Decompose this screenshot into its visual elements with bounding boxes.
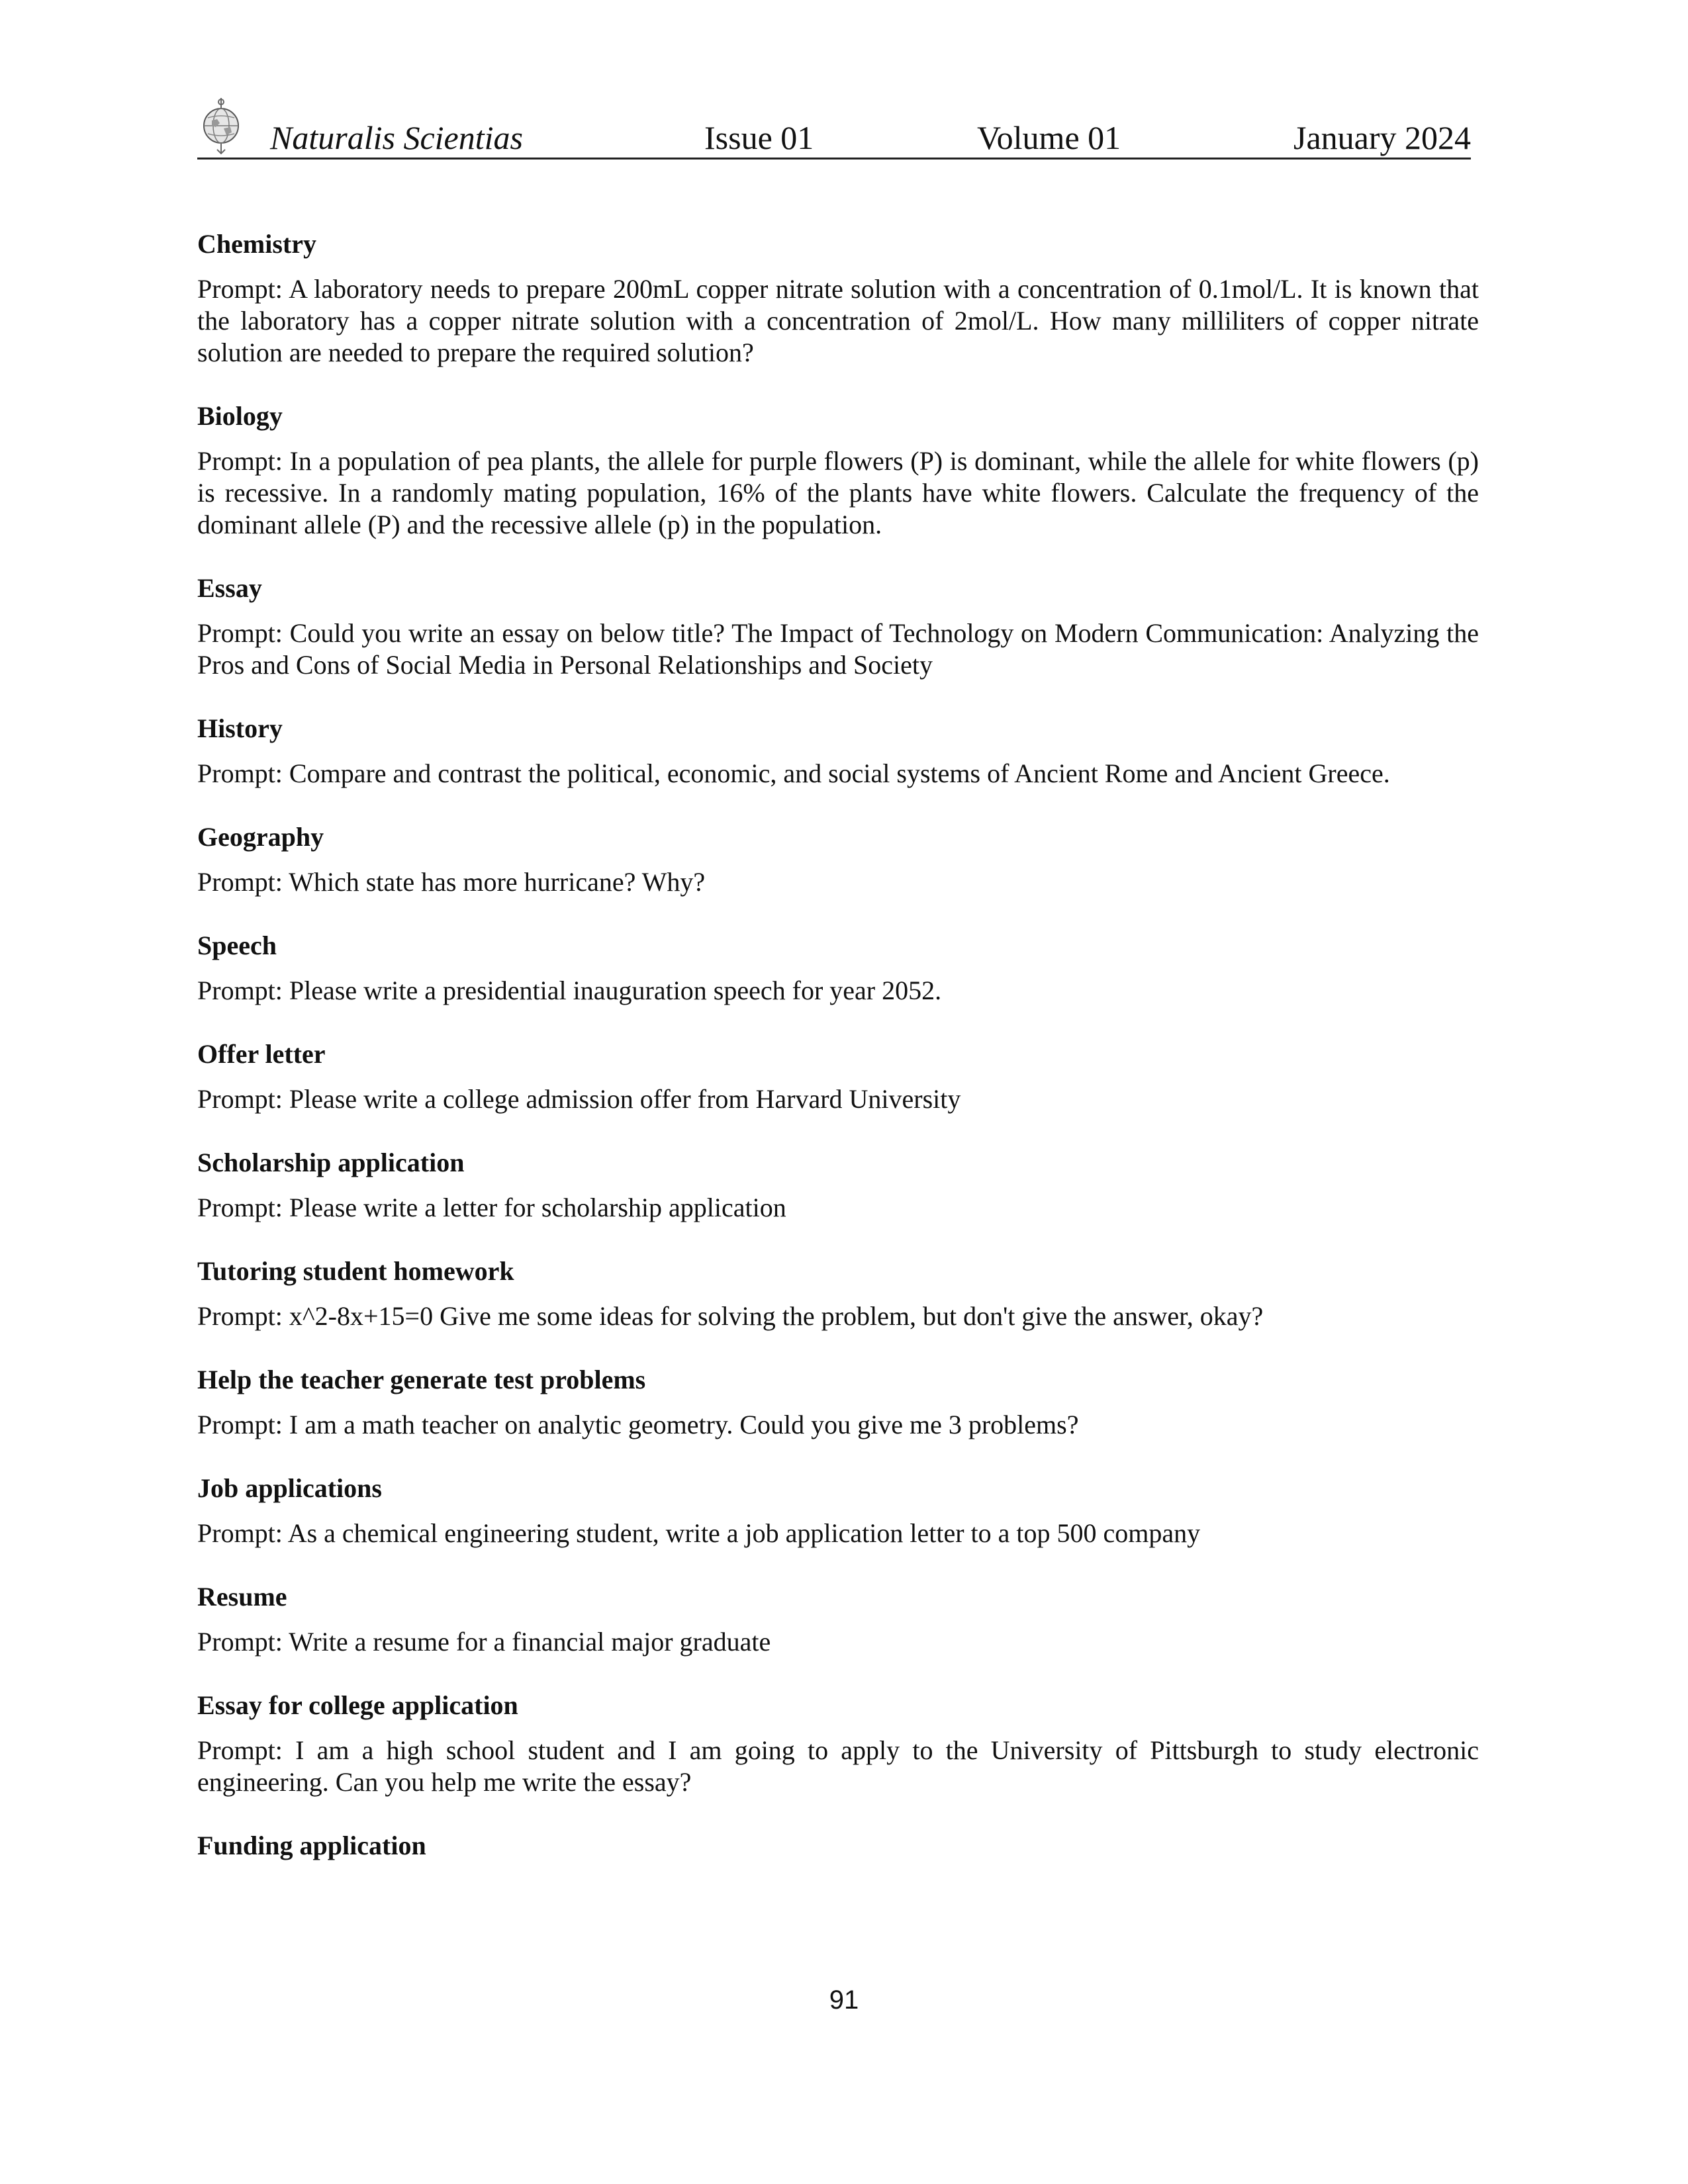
- section-title: History: [197, 713, 283, 743]
- section-speech: [197, 930, 1479, 1007]
- section-history: [197, 713, 1479, 790]
- section-chemistry: [197, 228, 1479, 369]
- section-prompt: Prompt: I am a math teacher on analytic geometry. Could you give me 3 problems?: [197, 1410, 1079, 1439]
- section-prompt: Prompt: Could you write an essay on below title? The Impact of Technology on Modern Communication: Analyzing the Pros and Cons of Social Media in Personal Relationships and Society: [197, 618, 1479, 680]
- section-title: Scholarship application: [197, 1148, 465, 1177]
- section-prompt: Prompt: In a population of pea plants, the allele for purple flowers (P) is dominant, while the allele for white flowers (p) is recessive. In a randomly mating population, 16% of the plants have white flowers. Calculate the frequency of the dominant allele (P) and the recessive allele (p) in the population.: [197, 446, 1479, 539]
- section-tutoring-homework: [197, 1255, 1479, 1332]
- page-number: 91: [829, 1985, 859, 2015]
- section-prompt: Prompt: x^2-8x+15=0 Give me some ideas for solving the problem, but don't give the answer, okay?: [197, 1301, 1264, 1331]
- section-prompt: Prompt: Please write a college admission offer from Harvard University: [197, 1084, 961, 1114]
- section-title: Job applications: [197, 1473, 382, 1503]
- section-essay: [197, 572, 1479, 681]
- section-title: Chemistry: [197, 229, 316, 259]
- section-title: Essay for college application: [197, 1690, 518, 1720]
- section-job-applications: [197, 1473, 1479, 1549]
- section-offer-letter: [197, 1038, 1479, 1115]
- section-title: Speech: [197, 931, 277, 960]
- section-prompt: Prompt: Please write a letter for scholarship application: [197, 1193, 786, 1222]
- section-prompt: Prompt: I am a high school student and I am going to apply to the University of Pittsburgh to study electronic engineering. Can you help me write the essay?: [197, 1735, 1479, 1797]
- section-resume: [197, 1581, 1479, 1658]
- section-geography: [197, 821, 1479, 898]
- section-biology: [197, 400, 1479, 541]
- issue-label: Issue 01: [704, 119, 814, 156]
- section-title: Tutoring student homework: [197, 1256, 514, 1286]
- section-title: Offer letter: [197, 1039, 326, 1069]
- section-prompt: Prompt: Compare and contrast the political, economic, and social systems of Ancient Rome and Ancient Greece.: [197, 758, 1390, 788]
- section-title: Essay: [197, 573, 262, 603]
- section-title: Funding application: [197, 1831, 426, 1860]
- section-prompt: Prompt: As a chemical engineering student, write a job application letter to a top 500 company: [197, 1518, 1201, 1548]
- section-prompt: Prompt: Please write a presidential inauguration speech for year 2052.: [197, 976, 942, 1005]
- section-college-essay: [197, 1690, 1479, 1798]
- page-content: [197, 228, 1479, 1875]
- volume-label: Volume 01: [977, 119, 1121, 156]
- section-title: Biology: [197, 401, 283, 431]
- section-prompt: Prompt: Write a resume for a financial major graduate: [197, 1627, 771, 1657]
- section-scholarship-application: [197, 1147, 1479, 1224]
- section-title: Geography: [197, 822, 324, 852]
- globe-logo-icon: [197, 97, 245, 155]
- publication-date: January 2024: [1293, 119, 1471, 156]
- section-prompt: Prompt: A laboratory needs to prepare 200mL copper nitrate solution with a concentration of 0.1mol/L. It is known that the laboratory has a copper nitrate solution with a concentration of 2mol/L. How many milliliters of copper nitrate solution are needed to prepare the required solution?: [197, 274, 1479, 367]
- section-funding-application: [197, 1830, 1479, 1862]
- journal-name: Naturalis Scientias: [270, 119, 523, 156]
- section-prompt: Prompt: Which state has more hurricane? Why?: [197, 867, 706, 897]
- section-title: Resume: [197, 1582, 287, 1612]
- section-title: Help the teacher generate test problems: [197, 1365, 646, 1394]
- section-teacher-test-problems: [197, 1364, 1479, 1441]
- page-header: [197, 93, 1471, 159]
